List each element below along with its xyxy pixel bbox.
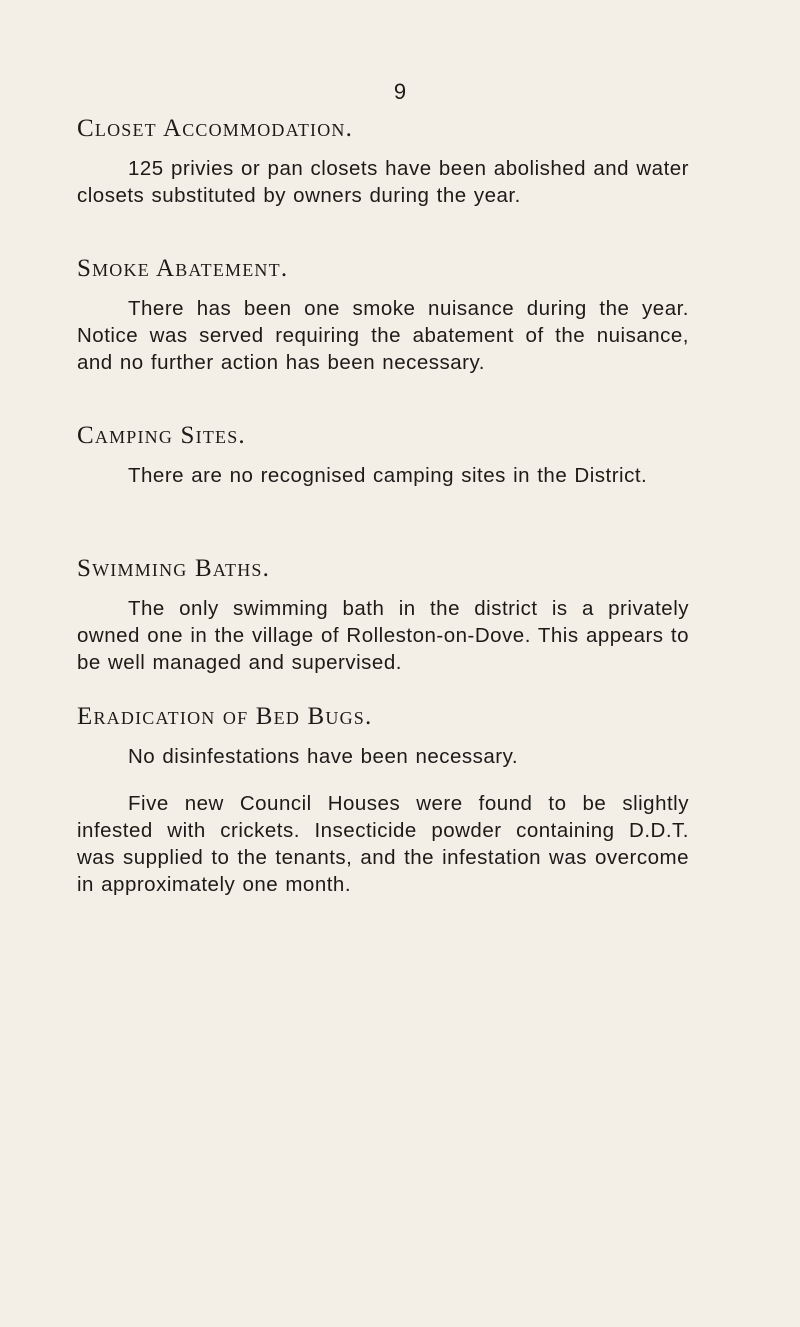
section-heading: Swimming Baths. — [77, 555, 271, 582]
section-paragraph: 125 privies or pan closets have been abolished and water closets substituted by owners during the year. — [77, 157, 689, 207]
section-eradication-of-bed-bugs — [77, 702, 689, 898]
section-heading: Eradication of Bed Bugs. — [77, 703, 373, 730]
section-swimming-baths — [77, 554, 689, 676]
section-heading: Camping Sites. — [77, 422, 246, 449]
section-heading: Smoke Abatement. — [77, 255, 289, 282]
section-smoke-abatement — [77, 254, 689, 376]
page-number: 9 — [393, 79, 407, 104]
section-heading: Closet Accommodation. — [77, 115, 354, 142]
section-paragraph: The only swimming bath in the district is a privately owned one in the village of Rolleston-on-Dove. This appears to be well managed and supervised. — [77, 597, 689, 674]
section-paragraph: There has been one smoke nuisance during the year. Notice was served requiring the abatement of the nuisance, and no further action has been necessary. — [77, 297, 689, 374]
section-camping-sites — [77, 421, 689, 489]
section-paragraph: No disinfestations have been necessary. — [128, 745, 519, 768]
section-paragraph: Five new Council Houses were found to be slightly infested with crickets. Insecticide powder containing D.D.T. was supplied to the tenants, and the infestation was overcome in approximately one month. — [77, 792, 689, 896]
section-paragraph: There are no recognised camping sites in the District. — [128, 464, 648, 487]
section-closet-accommodation — [77, 114, 689, 209]
